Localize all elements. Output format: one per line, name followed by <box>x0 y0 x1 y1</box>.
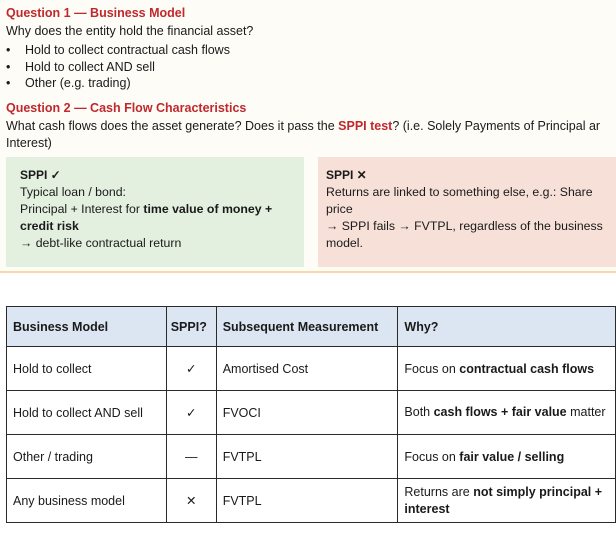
header-sppi: SPPI? <box>166 307 216 347</box>
sppi-fail-title: SPPI ✕ <box>326 168 367 182</box>
question-1-text: Why does the entity hold the financial asset? <box>6 24 254 38</box>
question-2-text-cont: Interest) <box>6 136 52 150</box>
question-1-title: Question 1 — Business Model <box>6 6 186 20</box>
header-why: Why? <box>398 307 616 347</box>
question-2-text: What cash flows does the asset generate? Does it pass the SPPI test? (i.e. Solely Payments of Principal ar <box>6 119 601 133</box>
table-row: Any business model ✕ FVTPL Returns are not simply principal + interest <box>7 479 616 523</box>
business-model-list <box>6 42 230 92</box>
sppi-fail-box: SPPI ✕ Returns are linked to something else, e.g.: Share price → SPPI fails → FVTPL, regardless of the business model. <box>318 157 616 267</box>
table-row: Other / trading — FVTPL Focus on fair value / selling <box>7 435 616 479</box>
table-row: Hold to collect ✓ Amortised Cost Focus on contractual cash flows <box>7 347 616 391</box>
table-row: Hold to collect AND sell ✓ FVOCI Both cash flows + fair value matter <box>7 391 616 435</box>
list-item: • Hold to collect AND sell <box>6 59 155 74</box>
sppi-pass-title: SPPI ✓ <box>20 168 61 182</box>
section-divider <box>0 271 616 273</box>
measurement-table <box>6 306 616 523</box>
header-subsequent-measurement: Subsequent Measurement <box>216 307 398 347</box>
question-2-title: Question 2 — Cash Flow Characteristics <box>6 101 247 115</box>
list-item: • Other (e.g. trading) <box>6 76 131 90</box>
header-business-model: Business Model <box>7 307 167 347</box>
table-header-row <box>7 307 616 347</box>
list-item: • Hold to collect contractual cash flows <box>6 43 230 57</box>
sppi-pass-box: SPPI ✓ Typical loan / bond: Principal + Interest for time value of money + credit risk → debt-like contractual return <box>6 157 304 267</box>
